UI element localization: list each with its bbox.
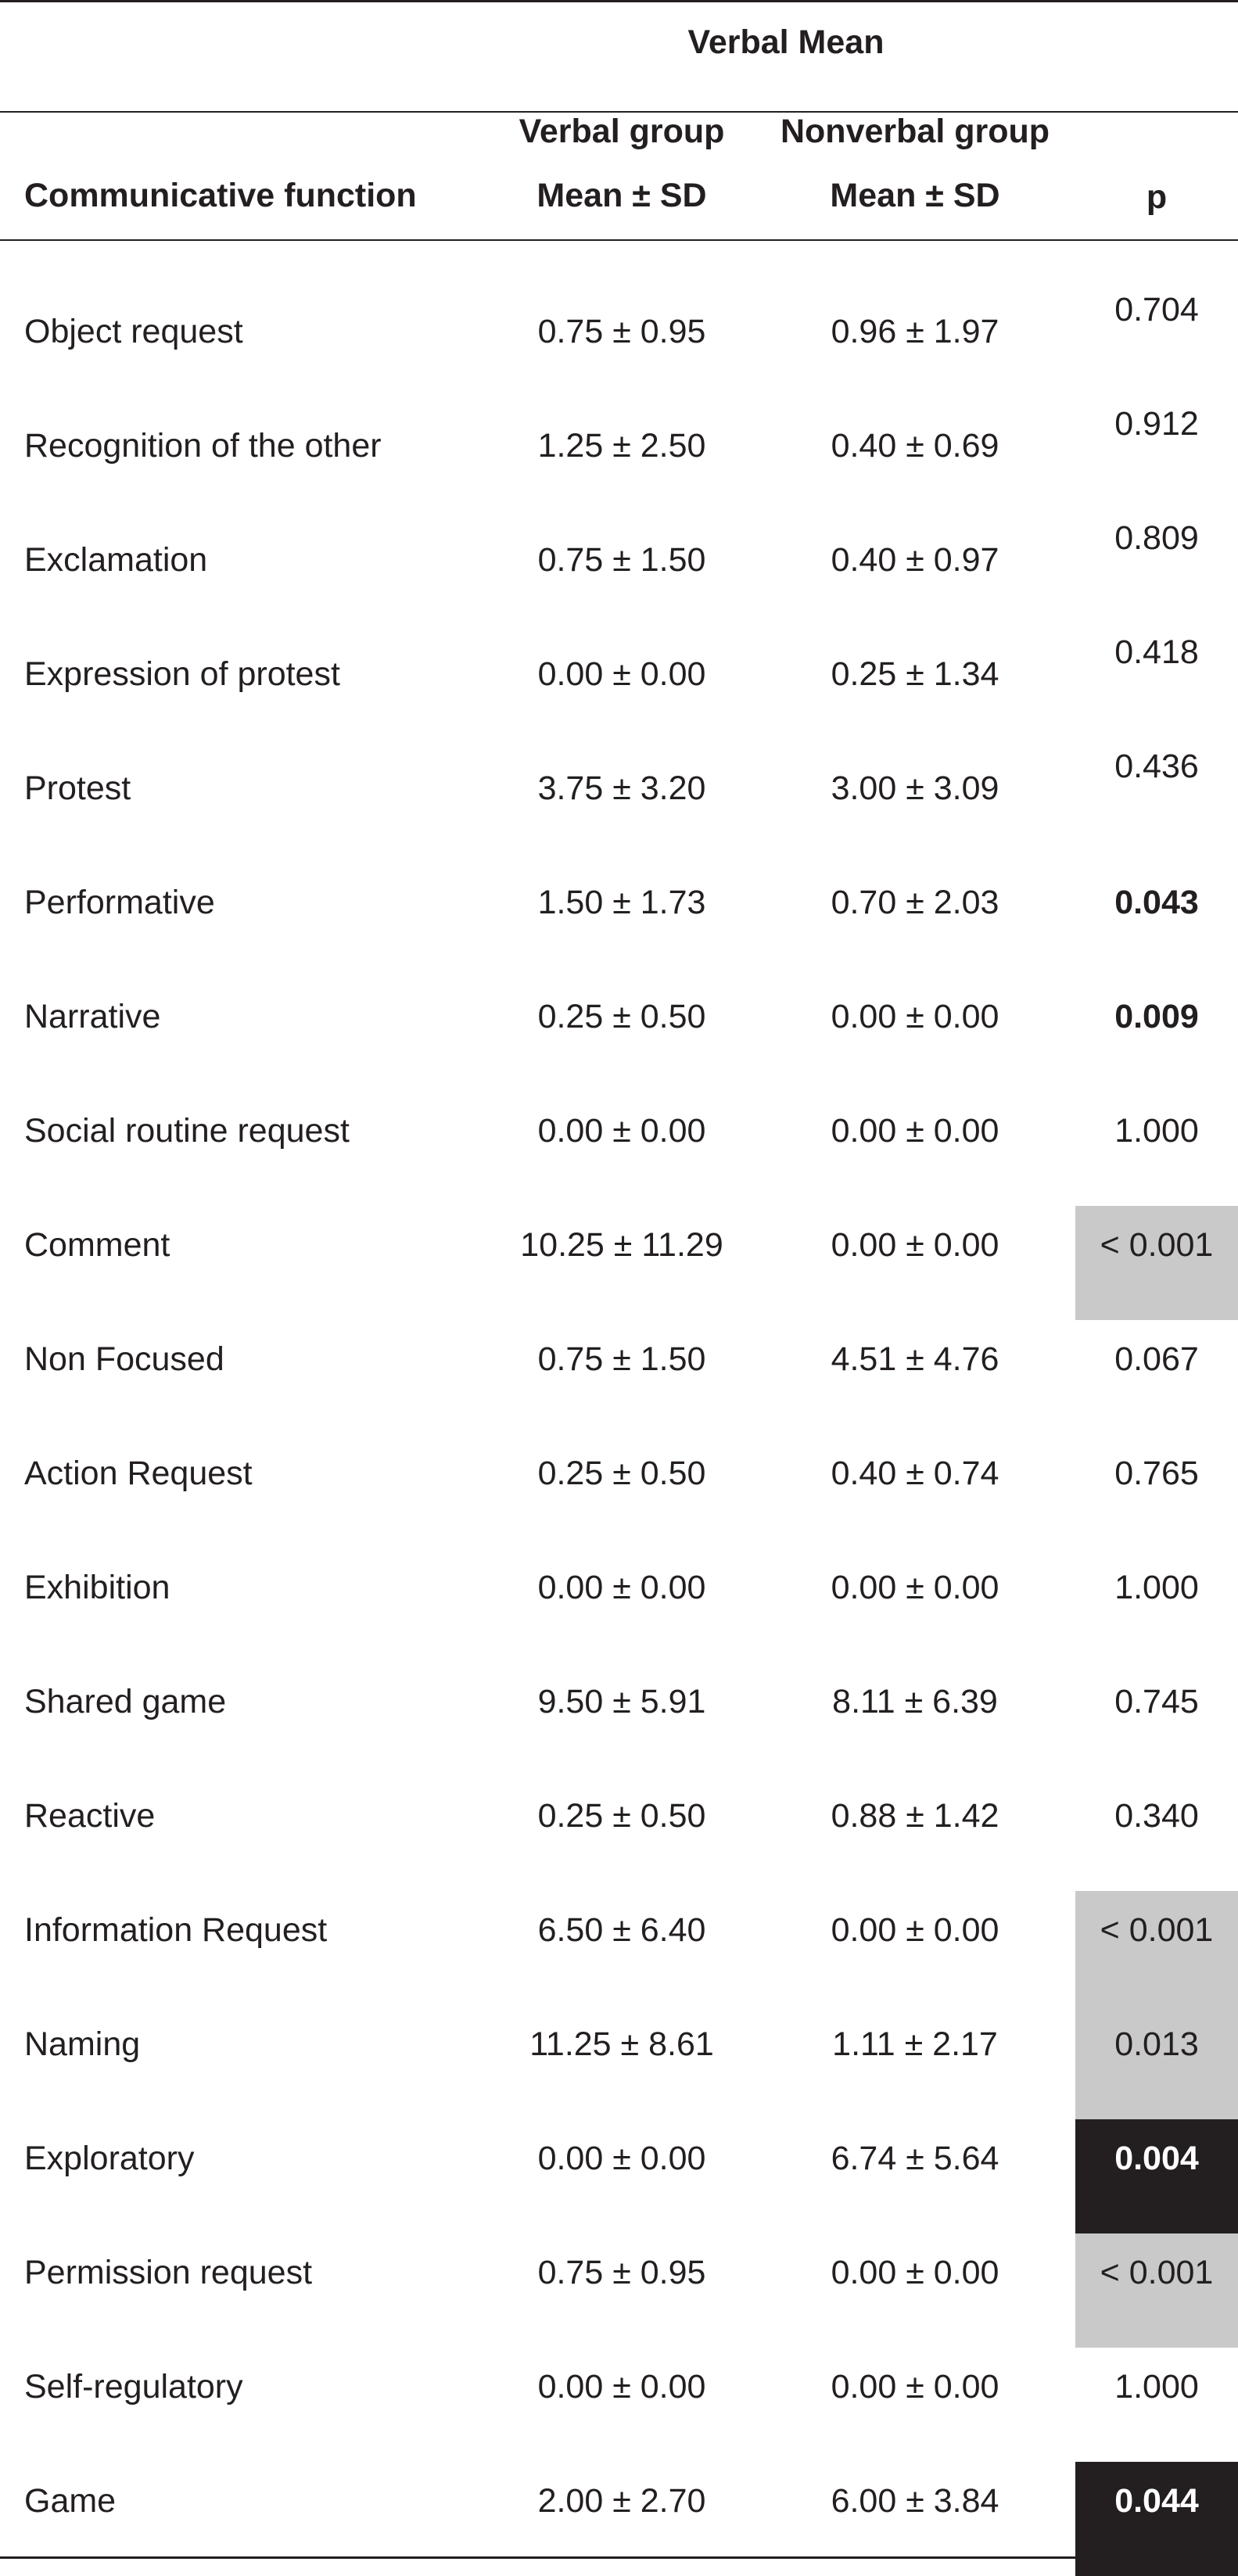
verbal-mean-sd: 0.00 ± 0.00 [537,655,706,693]
nonverbal-mean-sd: 4.51 ± 4.76 [831,1340,999,1378]
function-label: Game [24,2482,117,2520]
nonverbal-mean-sd: 0.00 ± 0.00 [831,2254,999,2291]
p-value: 0.809 [1114,519,1199,557]
function-label: Narrative [24,998,161,1035]
function-label: Exhibition [24,1569,170,1606]
p-value: 0.043 [1114,884,1199,921]
verbal-mean-sd: 0.00 ± 0.00 [537,1112,706,1150]
p-value: 0.745 [1114,1683,1199,1720]
p-value: 1.000 [1114,2368,1199,2406]
verbal-group-header: Verbal group [519,113,725,150]
function-label: Object request [24,313,243,350]
p-value: 0.765 [1114,1455,1199,1492]
verbal-mean-sd: 3.75 ± 3.20 [537,770,706,807]
function-label: Shared game [24,1683,227,1720]
function-label: Exclamation [24,541,208,579]
function-column-header: Communicative function [24,177,417,214]
verbal-mean-sd: 0.75 ± 1.50 [537,1340,706,1378]
p-value: < 0.001 [1100,2254,1214,2291]
nonverbal-mean-sd: 6.74 ± 5.64 [831,2140,999,2177]
p-value: 0.340 [1114,1797,1199,1835]
verbal-mean-sd: 6.50 ± 6.40 [537,1911,706,1949]
verbal-mean-sd: 0.25 ± 0.50 [537,1797,706,1835]
nonverbal-mean-sd: 8.11 ± 6.39 [832,1683,998,1720]
verbal-mean-sd: 0.75 ± 0.95 [537,2254,706,2291]
nonverbal-mean-sd: 0.40 ± 0.97 [831,541,999,579]
p-value: 0.009 [1114,998,1199,1035]
verbal-mean-sd: 0.75 ± 0.95 [537,313,706,350]
p-value: < 0.001 [1100,1226,1214,1264]
verbal-mean-sd: 0.75 ± 1.50 [537,541,706,579]
function-label: Recognition of the other [24,427,382,465]
header-rule-2 [0,239,1238,241]
p-value: 0.912 [1114,405,1199,443]
p-value: < 0.001 [1100,1911,1214,1949]
function-label: Social routine request [24,1112,350,1150]
verbal-mean-sd: 0.25 ± 0.50 [537,1455,706,1492]
nonverbal-mean-sd: 0.00 ± 0.00 [831,1112,999,1150]
function-label: Information Request [24,1911,328,1949]
nonverbal-mean-sd: 0.70 ± 2.03 [831,884,999,921]
verbal-mean-sd: 11.25 ± 8.61 [529,2025,714,2063]
function-label: Non Focused [24,1340,224,1378]
p-column-header: p [1146,178,1168,216]
top-rule [0,0,1238,2]
verbal-mean-sd: 0.00 ± 0.00 [537,2140,706,2177]
nonverbal-mean-sd: 0.88 ± 1.42 [831,1797,999,1835]
verbal-mean-sd: 2.00 ± 2.70 [537,2482,706,2520]
p-value: 0.436 [1114,748,1199,785]
verbal-mean-sd: 0.00 ± 0.00 [537,2368,706,2406]
function-label: Action Request [24,1455,253,1492]
nonverbal-mean-sd-header: Mean ± SD [830,177,1000,214]
nonverbal-mean-sd: 0.00 ± 0.00 [831,998,999,1035]
function-label: Comment [24,1226,170,1264]
verbal-mean-sd: 1.50 ± 1.73 [537,884,706,921]
p-value: 0.004 [1114,2140,1199,2177]
nonverbal-mean-sd: 0.00 ± 0.00 [831,2368,999,2406]
nonverbal-mean-sd: 0.40 ± 0.69 [831,427,999,465]
nonverbal-mean-sd: 1.11 ± 2.17 [832,2025,998,2063]
function-label: Naming [24,2025,141,2063]
p-value: 0.067 [1114,1340,1199,1378]
function-label: Exploratory [24,2140,195,2177]
function-label: Performative [24,884,215,921]
verbal-mean-sd: 1.25 ± 2.50 [537,427,706,465]
p-value: 0.013 [1114,2025,1199,2063]
p-value: 1.000 [1114,1569,1199,1606]
p-value: 1.000 [1114,1112,1199,1150]
nonverbal-mean-sd: 6.00 ± 3.84 [831,2482,999,2520]
group-title: Verbal Mean [687,23,885,61]
nonverbal-mean-sd: 0.25 ± 1.34 [831,655,999,693]
nonverbal-mean-sd: 0.40 ± 0.74 [831,1455,999,1492]
p-value: 0.704 [1114,291,1199,328]
bottom-rule [0,2556,1238,2559]
verbal-mean-sd: 10.25 ± 11.29 [520,1226,723,1264]
function-label: Permission request [24,2254,313,2291]
function-label: Reactive [24,1797,156,1835]
verbal-mean-sd: 0.25 ± 0.50 [537,998,706,1035]
function-label: Protest [24,770,131,807]
nonverbal-mean-sd: 3.00 ± 3.09 [831,770,999,807]
p-value: 0.418 [1114,633,1199,671]
verbal-mean-sd: 9.50 ± 5.91 [537,1683,706,1720]
p-value: 0.044 [1114,2482,1199,2520]
nonverbal-mean-sd: 0.00 ± 0.00 [831,1226,999,1264]
nonverbal-mean-sd: 0.00 ± 0.00 [831,1911,999,1949]
nonverbal-group-header: Nonverbal group [780,113,1050,150]
nonverbal-mean-sd: 0.00 ± 0.00 [831,1569,999,1606]
verbal-mean-sd-header: Mean ± SD [536,177,707,214]
verbal-mean-sd: 0.00 ± 0.00 [537,1569,706,1606]
function-label: Expression of protest [24,655,340,693]
nonverbal-mean-sd: 0.96 ± 1.97 [831,313,999,350]
function-label: Self-regulatory [24,2368,243,2406]
